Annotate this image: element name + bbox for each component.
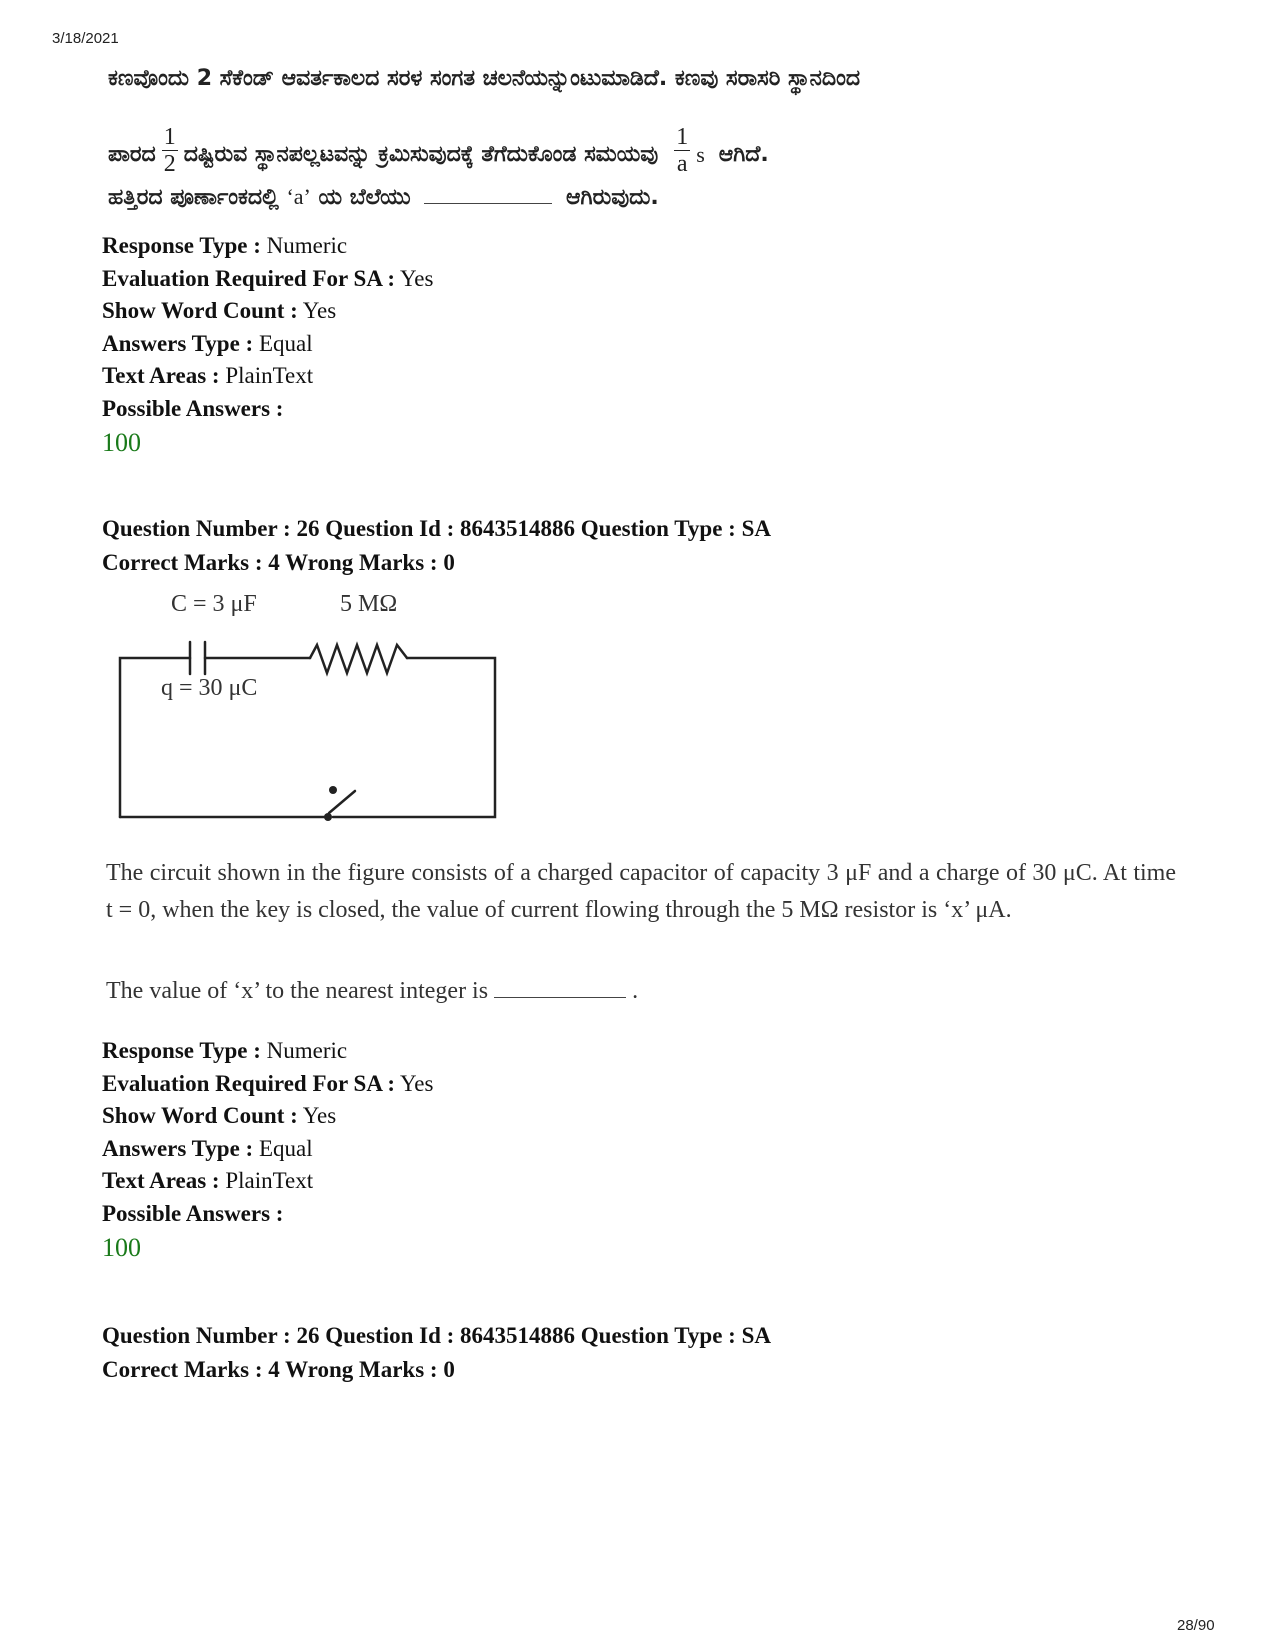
kannada-text: ಯ ಬೆಲೆಯು: [318, 185, 411, 210]
question-id-line: Question Number : 26 Question Id : 8643514886 Question Type : SA: [102, 1323, 771, 1348]
field-label: Response Type :: [102, 233, 261, 258]
marks-line: Correct Marks : 4 Wrong Marks : 0: [102, 1357, 455, 1382]
marks-line: Correct Marks : 4 Wrong Marks : 0: [102, 550, 455, 575]
question-text: The value of ‘x’ to the nearest integer is: [106, 978, 489, 1004]
text-areas-row: [102, 360, 433, 393]
field-value: Yes: [400, 1070, 434, 1096]
field-value: Yes: [400, 265, 434, 291]
possible-answer-value: 100: [102, 428, 141, 457]
print-date: 3/18/2021: [52, 30, 119, 47]
possible-answer-value: 100: [102, 1233, 141, 1262]
possible-answers-row: [102, 1198, 433, 1231]
fraction-denominator: 2: [163, 151, 176, 177]
field-value: PlainText: [225, 1168, 314, 1193]
response-type-row: [102, 1035, 433, 1068]
field-label: Response Type :: [102, 1038, 261, 1063]
kannada-text: ಆಗಿದೆ.: [718, 142, 769, 167]
english-question-paragraph: The circuit shown in the figure consists of a charged capacitor of capacity 3 μF and a charge of 30 μC. At time t = 0, when the key is closed, the value of current flowing through the 5 MΩ resistor is ‘x’ μA.: [106, 860, 1176, 923]
field-label: Show Word Count :: [102, 298, 298, 323]
evaluation-row: [102, 263, 433, 296]
kannada-text: ಆಗಿರುವುದು.: [566, 185, 659, 210]
rc-circuit-diagram: [105, 585, 525, 825]
switch-gap: [355, 791, 375, 817]
kannada-text: ಪಾರದ: [108, 142, 156, 167]
field-label: Possible Answers :: [102, 1200, 284, 1226]
response-meta-block: [102, 230, 433, 459]
field-value: Numeric: [266, 1038, 348, 1063]
field-label: Text Areas :: [102, 363, 220, 388]
fraction-denominator: a: [676, 151, 688, 177]
switch-terminal-a: [324, 813, 332, 821]
field-value: Equal: [258, 330, 313, 356]
answers-type-row: [102, 1133, 433, 1166]
field-label: Answers Type :: [102, 330, 254, 356]
kannada-question-line-1: ಕಣವೊಂದು 2 ಸೆಕೆಂಡ್ ಆವರ್ತಕಾಲದ ಸರಳ ಸಂಗತ ಚಲನೆಯನ್ನುಂಟುಮಾಡಿದೆ. ಕಣವು ಸರಾಸರಿ ಸ್ಥಾನದಿಂದ: [108, 66, 861, 91]
kannada-question-line-3: [108, 184, 659, 210]
answer-blank: [424, 187, 552, 204]
capacitor-label: C = 3 μF: [171, 591, 257, 617]
field-label: Show Word Count :: [102, 1103, 298, 1128]
answer-blank: [494, 979, 626, 998]
switch-terminal-b: [329, 786, 337, 794]
response-meta-block: [102, 1035, 433, 1264]
kannada-text: ಹತ್ತಿರದ ಪೂರ್ಣಾಂಕದಲ್ಲಿ: [108, 185, 279, 210]
word-count-row: [102, 1100, 433, 1133]
field-value: PlainText: [225, 363, 314, 388]
evaluation-row: [102, 1068, 433, 1101]
field-value: Numeric: [266, 233, 348, 258]
field-value: Yes: [302, 298, 337, 323]
resistor-zigzag: [310, 645, 407, 673]
question-id-line: Question Number : 26 Question Id : 8643514886 Question Type : SA: [102, 516, 771, 541]
fraction-numerator: 1: [676, 124, 689, 150]
field-label: Evaluation Required For SA :: [102, 265, 396, 291]
resistor-label: 5 MΩ: [340, 591, 398, 617]
unit-seconds: s: [696, 141, 705, 167]
field-label: Possible Answers :: [102, 395, 284, 421]
field-label: Answers Type :: [102, 1135, 254, 1161]
fraction-one-half: [162, 124, 178, 177]
field-value: Yes: [302, 1103, 337, 1128]
field-label: Evaluation Required For SA :: [102, 1070, 396, 1096]
question-header: [102, 512, 771, 580]
english-question-line-2: [106, 978, 638, 1005]
question-text-end: .: [632, 978, 639, 1004]
charge-label: q = 30 μC: [161, 675, 258, 701]
field-value: Equal: [258, 1135, 313, 1161]
fraction-numerator: 1: [163, 124, 176, 150]
switch-blade: [329, 791, 355, 813]
answers-type-row: [102, 328, 433, 361]
kannada-text: ದಷ್ಟಿರುವ ಸ್ಥಾನಪಲ್ಲಟವನ್ನು ಕ್ರಮಿಸುವುದಕ್ಕೆ ತೆಗೆದುಕೊಂಡ ಸಮಯವು: [183, 142, 659, 167]
fraction-one-over-a: [674, 124, 690, 177]
page-number: 28/90: [1177, 1617, 1215, 1634]
wire-right: [333, 658, 495, 817]
text-areas-row: [102, 1165, 433, 1198]
question-header: [102, 1319, 771, 1387]
response-type-row: [102, 230, 433, 263]
variable-a: ‘a’: [286, 184, 311, 209]
word-count-row: [102, 295, 433, 328]
kannada-question-line-2: [108, 124, 769, 181]
possible-answers-row: [102, 393, 433, 426]
field-label: Text Areas :: [102, 1168, 220, 1193]
